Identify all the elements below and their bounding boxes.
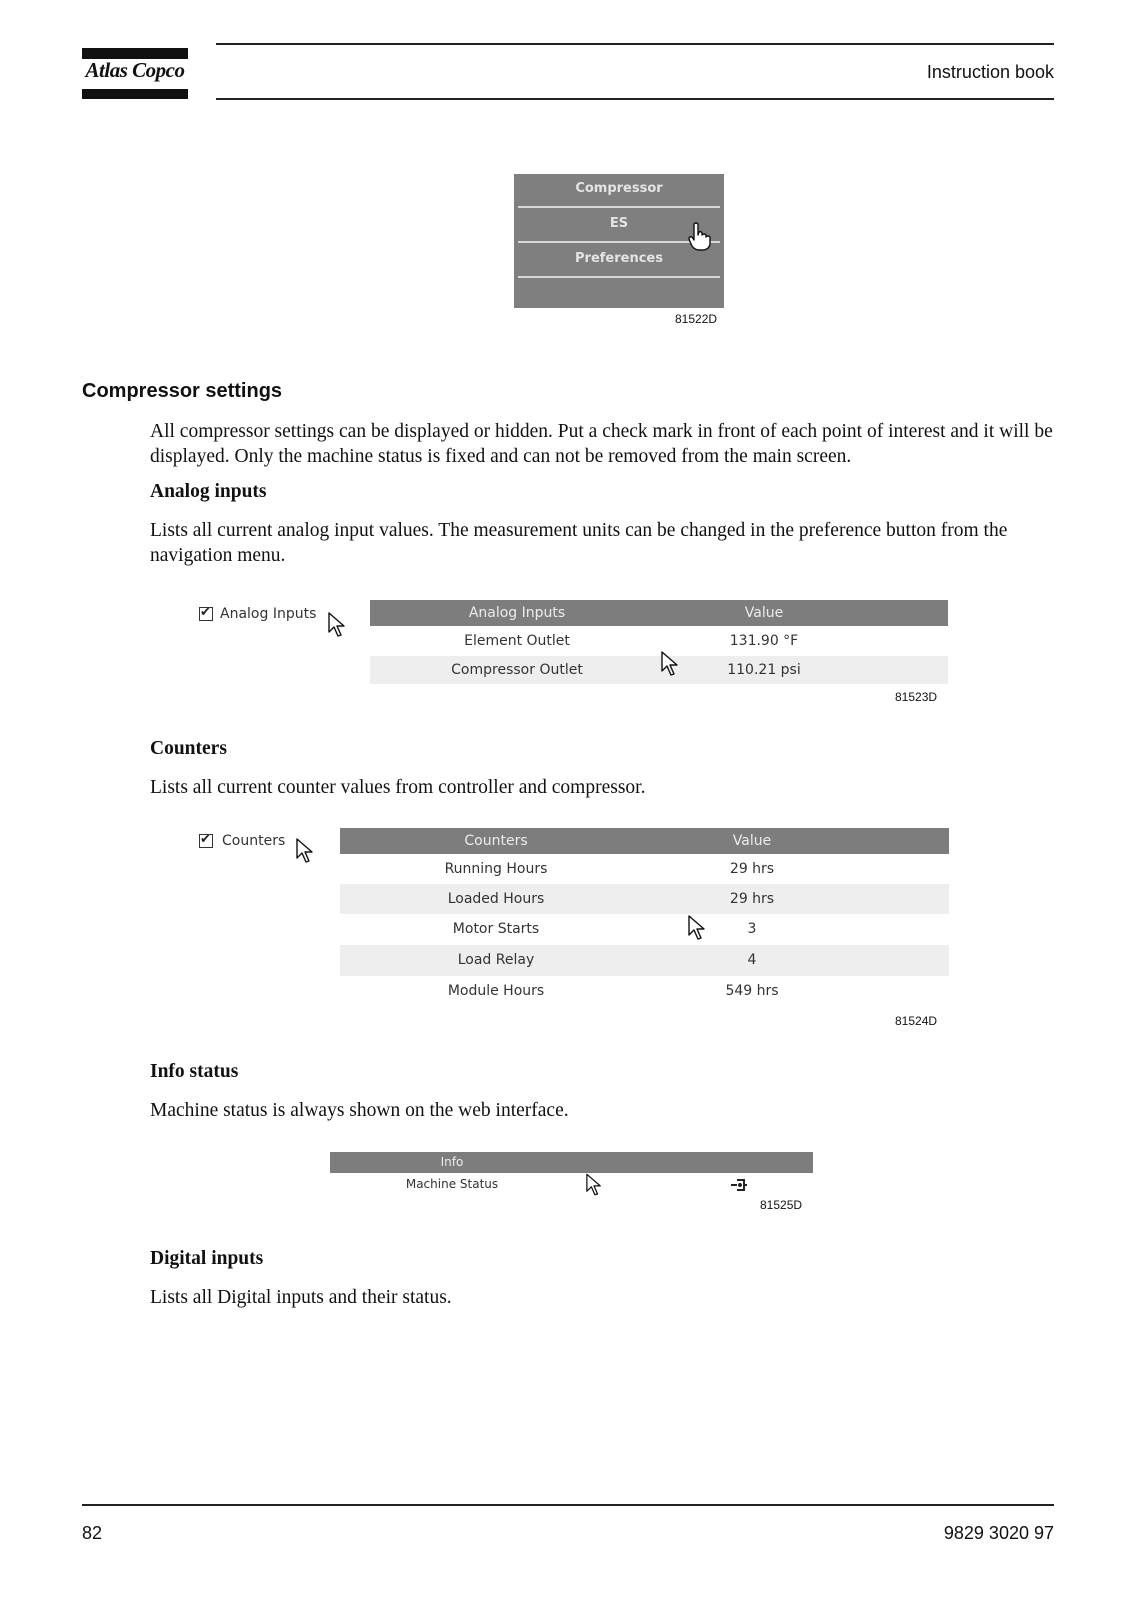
table-row: [340, 976, 949, 1006]
company-logo: Atlas Copco: [85, 58, 185, 82]
arrow-cursor-icon: [296, 838, 314, 864]
arrow-cursor-icon: [661, 651, 679, 677]
table-header: [340, 828, 949, 854]
analog-input-value: 131.90 °F: [729, 633, 799, 649]
arrow-cursor-icon: [688, 915, 706, 941]
analog-inputs-table: [370, 600, 948, 684]
figure-id: 81525D: [760, 1198, 803, 1212]
info-header-label: Info: [440, 1155, 464, 1169]
info-status-heading: Info status: [150, 1061, 239, 1082]
column-header-value: Value: [732, 833, 772, 849]
figure-id: 81524D: [895, 1014, 938, 1028]
counter-value: 29 hrs: [729, 861, 775, 877]
arrow-cursor-icon: [328, 612, 346, 638]
logo-bottom-bar: [82, 89, 188, 99]
hand-pointer-icon: [687, 222, 713, 252]
analog-inputs-heading: Analog inputs: [150, 481, 267, 502]
document-type: Instruction book: [926, 62, 1054, 82]
analog-inputs-paragraph: Lists all current analog input values. The measurement units can be changed in the preference button from the navigation menu.: [150, 520, 1008, 566]
table-header: [370, 600, 948, 626]
counter-name: Loaded Hours: [447, 891, 545, 907]
table-row: [340, 854, 949, 884]
counters-checkbox-label: Counters: [222, 833, 286, 849]
column-header-analog-inputs: Analog Inputs: [468, 605, 566, 621]
digital-inputs-paragraph: Lists all Digital inputs and their status.: [150, 1287, 452, 1308]
menu-divider: [518, 206, 720, 208]
check-mark-icon: ✔: [200, 604, 211, 619]
digital-inputs-heading: Digital inputs: [150, 1248, 264, 1269]
analog-inputs-checkbox[interactable]: [199, 604, 213, 621]
header-top-rule: [216, 43, 1054, 45]
table-header: [330, 1152, 813, 1173]
counters-checkbox[interactable]: [199, 831, 213, 848]
info-table: [330, 1152, 813, 1196]
table-row: [340, 914, 949, 945]
table-row: [340, 945, 949, 976]
check-mark-icon: ✔: [200, 831, 211, 846]
table-row: [340, 884, 949, 914]
column-header-counters: Counters: [464, 833, 528, 849]
machine-status-label: Machine Status: [405, 1177, 499, 1191]
table-row: [370, 656, 948, 684]
figure-id: 81522D: [675, 312, 718, 326]
analog-inputs-checkbox-label: Analog Inputs: [220, 606, 317, 622]
counters-table: [340, 828, 949, 1006]
counter-name: Module Hours: [447, 983, 545, 999]
counter-value: 3: [747, 921, 757, 937]
counter-value: 4: [747, 952, 757, 968]
counter-name: Running Hours: [444, 861, 548, 877]
nav-item-compressor[interactable]: Compressor: [575, 181, 663, 196]
footer-rule: [82, 1504, 1054, 1506]
figure-id: 81523D: [895, 690, 938, 704]
intro-paragraph: All compressor settings can be displayed or hidden. Put a check mark in front of each point of interest and it will be displayed. Only the machine status is fixed and can not be removed from the main screen.: [150, 421, 1053, 467]
table-row: [370, 626, 948, 656]
counter-name: Motor Starts: [452, 921, 540, 937]
counter-value: 549 hrs: [725, 983, 779, 999]
nav-item-es[interactable]: ES: [609, 216, 629, 231]
menu-divider: [518, 276, 720, 278]
analog-input-value: 110.21 psi: [727, 662, 801, 678]
analog-input-name: Element Outlet: [464, 633, 570, 649]
counters-paragraph: Lists all current counter values from controller and compressor.: [150, 777, 646, 798]
analog-input-name: Compressor Outlet: [451, 662, 583, 678]
page-number: 82: [82, 1523, 103, 1543]
section-title: Compressor settings: [82, 380, 283, 402]
info-status-paragraph: Machine status is always shown on the web interface.: [150, 1100, 569, 1121]
counter-name: Load Relay: [457, 952, 535, 968]
document-number: 9829 3020 97: [943, 1523, 1054, 1543]
navigation-menu: [514, 174, 724, 308]
table-row: [330, 1173, 813, 1196]
nav-item-preferences[interactable]: Preferences: [575, 251, 663, 266]
machine-status-icon: [730, 1177, 748, 1193]
column-header-value: Value: [744, 605, 784, 621]
header-bottom-rule: [216, 98, 1054, 100]
counter-value: 29 hrs: [729, 891, 775, 907]
arrow-cursor-icon: [586, 1173, 602, 1197]
counters-heading: Counters: [150, 738, 227, 759]
